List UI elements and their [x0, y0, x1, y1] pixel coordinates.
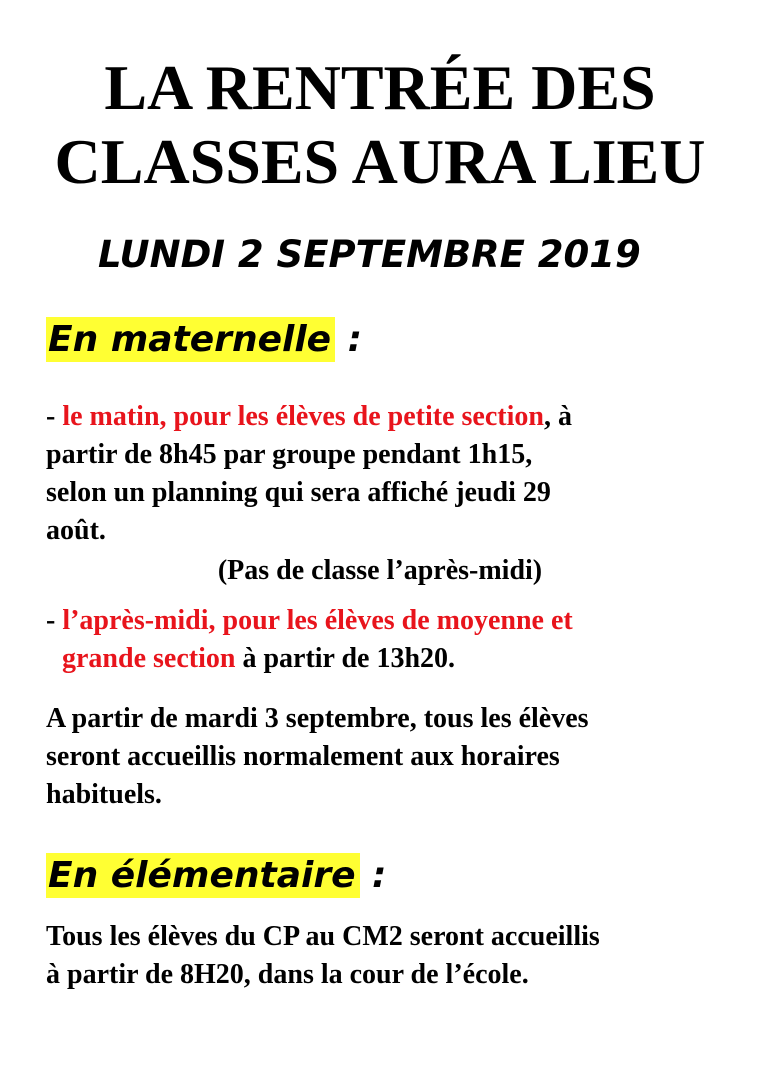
maternelle-item2-line2: [62, 640, 455, 678]
page-title-line-2: CLASSES AURA LIEU: [54, 126, 706, 197]
date-heading: LUNDI 2 SEPTEMBRE 2019: [98, 233, 641, 276]
maternelle-heading: [46, 316, 362, 364]
maternelle-item1-line1: [46, 398, 572, 436]
maternelle-item1-line4: août.: [46, 515, 106, 546]
maternelle-para3-line1: A partir de mardi 3 septembre, tous les élèves: [46, 703, 589, 734]
maternelle-item2-red-2: grande section: [62, 643, 236, 674]
maternelle-para3-line3: habituels.: [46, 779, 162, 810]
maternelle-item1-line3: selon un planning qui sera affiché jeudi 29: [46, 477, 551, 508]
maternelle-item2-dash: -: [46, 605, 63, 636]
maternelle-item1-red: le matin, pour les élèves de petite section: [62, 401, 544, 432]
maternelle-para3-line2: seront accueillis normalement aux horaires: [46, 741, 560, 772]
page-title-line-1: LA RENTRÉE DES: [104, 52, 656, 123]
maternelle-heading-highlight: En maternelle: [46, 317, 335, 362]
elementaire-line1: Tous les élèves du CP au CM2 seront accueillis: [46, 921, 600, 952]
maternelle-item1-dash: -: [46, 401, 63, 432]
maternelle-item2-line1: [46, 602, 573, 640]
maternelle-item2-rest: à partir de 13h20.: [235, 643, 456, 674]
maternelle-item1-line2: partir de 8h45 par groupe pendant 1h15,: [46, 439, 533, 470]
maternelle-item2-red-1: l’après-midi, pour les élèves de moyenne et: [62, 605, 573, 636]
elementaire-heading: [46, 852, 386, 900]
elementaire-heading-colon: :: [359, 855, 387, 896]
maternelle-note: (Pas de classe l’après-midi): [217, 555, 543, 586]
elementaire-line2: à partir de 8H20, dans la cour de l’école.: [46, 959, 529, 990]
maternelle-heading-colon: :: [335, 319, 363, 360]
elementaire-heading-highlight: En élémentaire: [46, 853, 360, 898]
maternelle-item1-rest: , à: [543, 401, 572, 432]
